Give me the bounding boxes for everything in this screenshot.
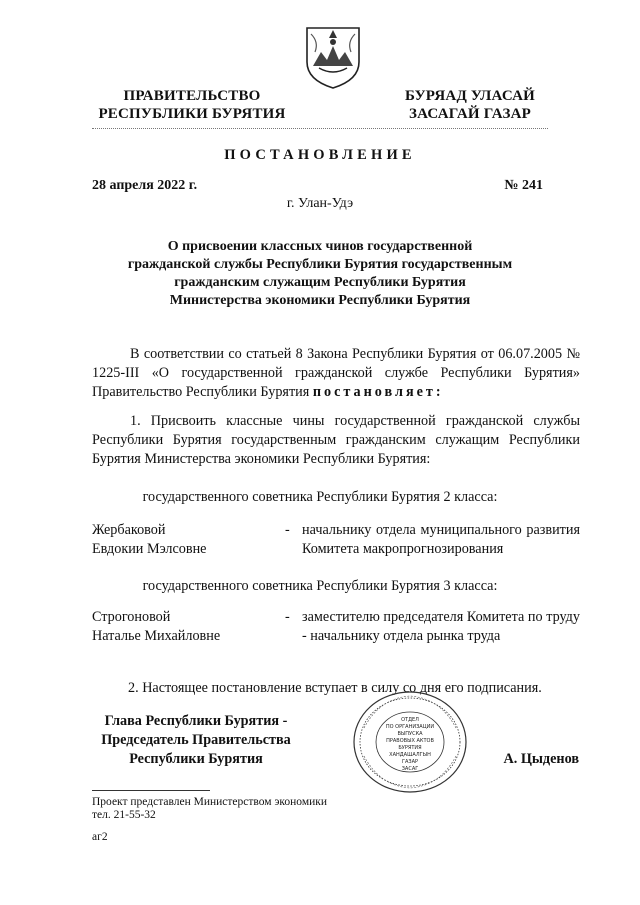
stamp-text: ХАНДАШАЛГЫН bbox=[389, 752, 431, 758]
signer-title bbox=[92, 712, 300, 769]
appointee-given-names: Евдокии Мэлсовне bbox=[92, 541, 207, 557]
header-line: БУРЯАД УЛАСАЙ bbox=[404, 88, 536, 104]
resolves-text: постановляет: bbox=[312, 384, 444, 400]
appointee-position: начальнику отдела муниципального развития Комитета макропрогнозирования bbox=[302, 522, 580, 557]
document-code: аг2 bbox=[92, 831, 108, 843]
document-type-title: ПОСТАНОВЛЕНИЕ bbox=[224, 147, 416, 163]
project-note: Проект представлен Министерством экономики bbox=[92, 796, 328, 808]
document-number: № 241 bbox=[504, 178, 543, 193]
document-subject bbox=[110, 238, 530, 310]
header-divider bbox=[92, 128, 548, 129]
stamp-text: ЗАСАГ bbox=[401, 766, 419, 772]
appointee-name bbox=[92, 608, 277, 646]
stamp-text: БУРЯТИЯ bbox=[398, 745, 422, 751]
document-date: 28 апреля 2022 г. bbox=[92, 178, 198, 193]
appointee-name bbox=[92, 521, 277, 559]
rank-heading: государственного советника Республики Бурятия 3 класса: bbox=[142, 578, 498, 594]
intro-paragraph bbox=[92, 345, 580, 402]
intro-text: В соответствии со статьей 8 Закона Республики Бурятия от 06.07.2005 № 1225-III «О государственной гражданской службе Республики Бурятия» Правительство Республики Бурятия bbox=[92, 346, 580, 400]
coat-of-arms-icon bbox=[299, 22, 367, 90]
appointee-position: заместителю председателя Комитета по труду - начальнику отдела рынка труда bbox=[302, 609, 580, 644]
stamp-text: ПРАВОВЫХ АКТОВ bbox=[386, 738, 434, 744]
official-seal-stamp bbox=[350, 688, 470, 796]
stamp-text: ОТДЕЛ bbox=[401, 717, 419, 723]
separator-dash: - bbox=[285, 522, 290, 538]
footer-divider bbox=[92, 790, 210, 791]
header-line: ЗАСАГАЙ ГАЗАР bbox=[409, 106, 531, 122]
item-1-paragraph: 1. Присвоить классные чины государственной гражданской службы Республики Бурятия государственным гражданским служащим Республики Бурятия Министерства экономики Республики Бурятия: bbox=[92, 413, 580, 467]
appointee-surname: Жербаковой bbox=[92, 522, 166, 538]
appointee-given-names: Наталье Михайловне bbox=[92, 628, 221, 644]
government-header-buryat bbox=[396, 87, 544, 123]
stamp-text: ГАЗАР bbox=[401, 759, 419, 765]
document-city: г. Улан-Удэ bbox=[286, 196, 354, 211]
signer-title-line: Глава Республики Бурятия - bbox=[104, 713, 288, 729]
contact-phone: тел. 21-55-32 bbox=[92, 809, 156, 821]
signer-title-line: Председатель Правительства bbox=[101, 732, 291, 748]
stamp-text: ВЫПУСКА bbox=[397, 731, 423, 737]
header-line: РЕСПУБЛИКИ БУРЯТИЯ bbox=[98, 106, 286, 122]
signer-title-line: Республики Бурятия bbox=[129, 751, 263, 767]
stamp-text: ПО ОРГАНИЗАЦИИ bbox=[385, 724, 435, 730]
item-2-paragraph: 2. Настоящее постановление вступает в силу со дня его подписания. bbox=[128, 680, 542, 696]
subject-line: О присвоении классных чинов государственной bbox=[167, 239, 473, 254]
government-header-russian bbox=[92, 87, 292, 123]
subject-line: Министерства экономики Республики Бурятия bbox=[169, 293, 471, 308]
subject-line: гражданским служащим Республики Бурятия bbox=[174, 275, 466, 290]
rank-heading: государственного советника Республики Бурятия 2 класса: bbox=[142, 489, 498, 505]
separator-dash: - bbox=[285, 609, 290, 625]
appointee-surname: Строгоновой bbox=[92, 609, 171, 625]
signer-name: А. Цыденов bbox=[503, 751, 579, 767]
subject-line: гражданской службы Республики Бурятия государственным bbox=[127, 257, 513, 272]
header-line: ПРАВИТЕЛЬСТВО bbox=[123, 88, 261, 104]
